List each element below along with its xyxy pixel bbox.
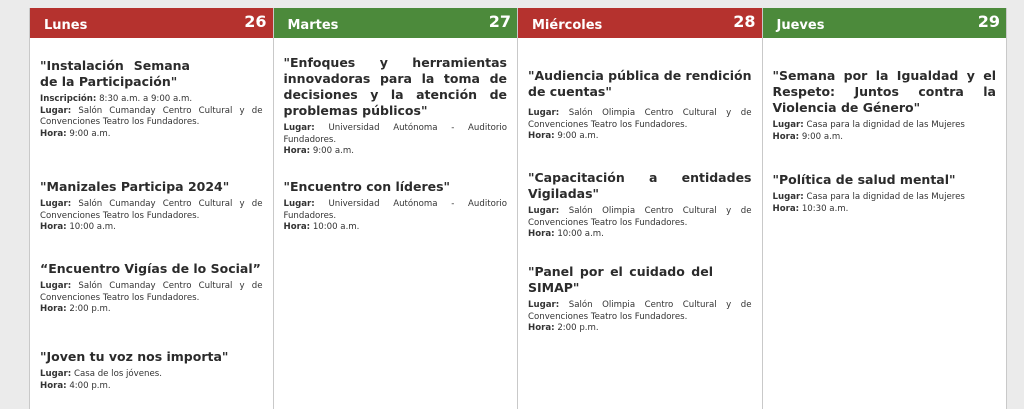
event-title: “Encuentro Vigías de lo Social”: [40, 261, 261, 276]
event-detail: [528, 108, 752, 131]
event-title: "Semana por la Igualdad y el Respeto: Juntos contra la Violencia de Género": [772, 68, 996, 115]
day-column-martes: [274, 8, 519, 409]
detail-text: Casa para la dignidad de las Mujeres: [806, 192, 965, 202]
detail-label: Lugar:: [40, 369, 72, 379]
event-detail: [40, 281, 263, 304]
event-title: "Encuentro con líderes": [283, 179, 451, 194]
detail-label: Hora:: [528, 229, 555, 239]
day-header: [274, 8, 518, 38]
event-title: "Panel por el cuidado del SIMAP": [528, 264, 713, 295]
detail-text: Universidad Autónoma - Auditorio Fundadores.: [283, 199, 508, 221]
event-detail: [528, 229, 752, 241]
event-title: "Manizales Participa 2024": [40, 179, 230, 194]
detail-label: Hora:: [528, 131, 555, 141]
event-detail: [528, 206, 752, 229]
event-card: [284, 179, 508, 234]
detail-label: Hora:: [283, 222, 311, 232]
event-detail: [528, 131, 752, 143]
detail-label: Lugar:: [40, 105, 72, 116]
detail-label: Hora:: [772, 203, 800, 214]
detail-text: Salón Cumanday Centro Cultural y de Convenciones Teatro los Fundadores.: [40, 281, 263, 303]
event-detail: [40, 304, 263, 316]
detail-label: Hora:: [283, 146, 311, 156]
day-number: 28: [733, 11, 756, 31]
event-title: "Joven tu voz nos importa": [40, 349, 229, 364]
detail-label: Hora:: [40, 128, 67, 139]
event-detail: [284, 199, 508, 222]
day-number: 29: [977, 11, 1000, 31]
event-detail: [528, 300, 752, 323]
detail-label: Hora:: [772, 131, 800, 142]
detail-text: Salón Olimpia Centro Cultural y de Convenciones Teatro los Fundadores.: [528, 206, 752, 228]
detail-label: Lugar:: [772, 192, 804, 202]
detail-text: 9:00 a.m.: [312, 146, 354, 156]
event-card: [284, 55, 508, 158]
event-card: [40, 179, 263, 234]
day-number: 26: [244, 11, 267, 31]
event-detail: [284, 222, 508, 234]
event-title: "Política de salud mental": [772, 172, 956, 187]
detail-text: Universidad Autónoma - Auditorio Fundadores.: [283, 123, 508, 145]
detail-label: Lugar:: [772, 120, 804, 130]
event-detail: [40, 369, 263, 381]
day-name: Lunes: [44, 17, 88, 33]
event-card: [40, 58, 263, 140]
detail-text: 9:00 a.m.: [557, 131, 599, 141]
day-header: [518, 8, 762, 38]
detail-text: 10:00 a.m.: [69, 222, 116, 232]
event-detail: [40, 129, 263, 141]
day-number: 27: [488, 11, 511, 31]
detail-label: Hora:: [40, 222, 67, 232]
day-name: Jueves: [776, 17, 825, 33]
event-detail: [773, 120, 997, 132]
detail-text: Salón Olimpia Centro Cultural y de Convenciones Teatro los Fundadores.: [528, 108, 752, 130]
day-column-miercoles: [518, 8, 763, 409]
event-detail: [284, 123, 508, 146]
detail-text: 10:00 a.m.: [557, 229, 604, 239]
detail-label: Lugar:: [283, 199, 315, 209]
detail-label: Hora:: [40, 304, 67, 314]
detail-text: 2:00 p.m.: [69, 304, 111, 314]
detail-text: Salón Olimpia Centro Cultural y de Convenciones Teatro los Fundadores.: [528, 300, 752, 322]
event-card: [40, 261, 263, 316]
day-column-lunes: [29, 8, 274, 409]
detail-text: Salón Cumanday Centro Cultural y de Convenciones Teatro los Fundadores.: [40, 105, 263, 127]
detail-label: Lugar:: [528, 108, 560, 118]
event-title: "Enfoques y herramientas innovadoras para la toma de decisiones y la atención de problemas públicos": [283, 55, 507, 118]
detail-text: 9:00 a.m.: [69, 128, 111, 139]
detail-label: Hora:: [528, 323, 555, 333]
detail-label: Lugar:: [40, 199, 72, 209]
detail-text: 4:00 p.m.: [69, 380, 111, 391]
detail-text: 10:00 a.m.: [312, 222, 360, 232]
detail-text: 10:30 a.m.: [801, 203, 849, 214]
detail-text: Casa para la dignidad de las Mujeres: [806, 120, 965, 130]
event-card: [40, 349, 263, 392]
day-column-jueves: [763, 8, 1008, 409]
event-card: [773, 68, 997, 143]
detail-label: Inscripción:: [40, 94, 97, 104]
event-title: "Capacitación a entidades Vigiladas": [528, 170, 752, 201]
event-detail: [40, 106, 263, 129]
event-detail: [284, 146, 508, 158]
event-title: "Audiencia pública de rendición de cuentas": [528, 68, 752, 99]
event-card: [773, 172, 997, 215]
event-card: [528, 170, 752, 241]
event-detail: [773, 132, 997, 144]
detail-label: Lugar:: [528, 206, 560, 216]
detail-text: 9:00 a.m.: [801, 131, 843, 142]
detail-label: Lugar:: [40, 281, 72, 291]
day-name: Miércoles: [532, 17, 603, 33]
detail-text: Salón Cumanday Centro Cultural y de Convenciones Teatro los Fundadores.: [40, 199, 263, 221]
event-detail: [40, 222, 263, 234]
event-detail: [773, 204, 997, 216]
event-card: [528, 68, 752, 143]
detail-label: Hora:: [40, 380, 67, 391]
day-name: Martes: [287, 17, 339, 33]
event-card: [528, 264, 752, 335]
event-detail: [40, 94, 263, 106]
event-detail: [40, 381, 263, 393]
event-detail: [773, 192, 997, 204]
detail-label: Lugar:: [528, 300, 560, 310]
detail-text: 2:00 p.m.: [557, 323, 599, 333]
detail-label: Lugar:: [283, 123, 315, 133]
day-header: [763, 8, 1007, 38]
event-title: "Instalación Semana de la Participación": [40, 58, 190, 89]
weekly-schedule: [29, 8, 1007, 409]
event-detail: [40, 199, 263, 222]
day-header: [30, 8, 273, 38]
event-detail: [528, 323, 752, 335]
detail-text: Casa de los jóvenes.: [73, 369, 163, 379]
detail-text: 8:30 a.m. a 9:00 a.m.: [99, 94, 193, 104]
